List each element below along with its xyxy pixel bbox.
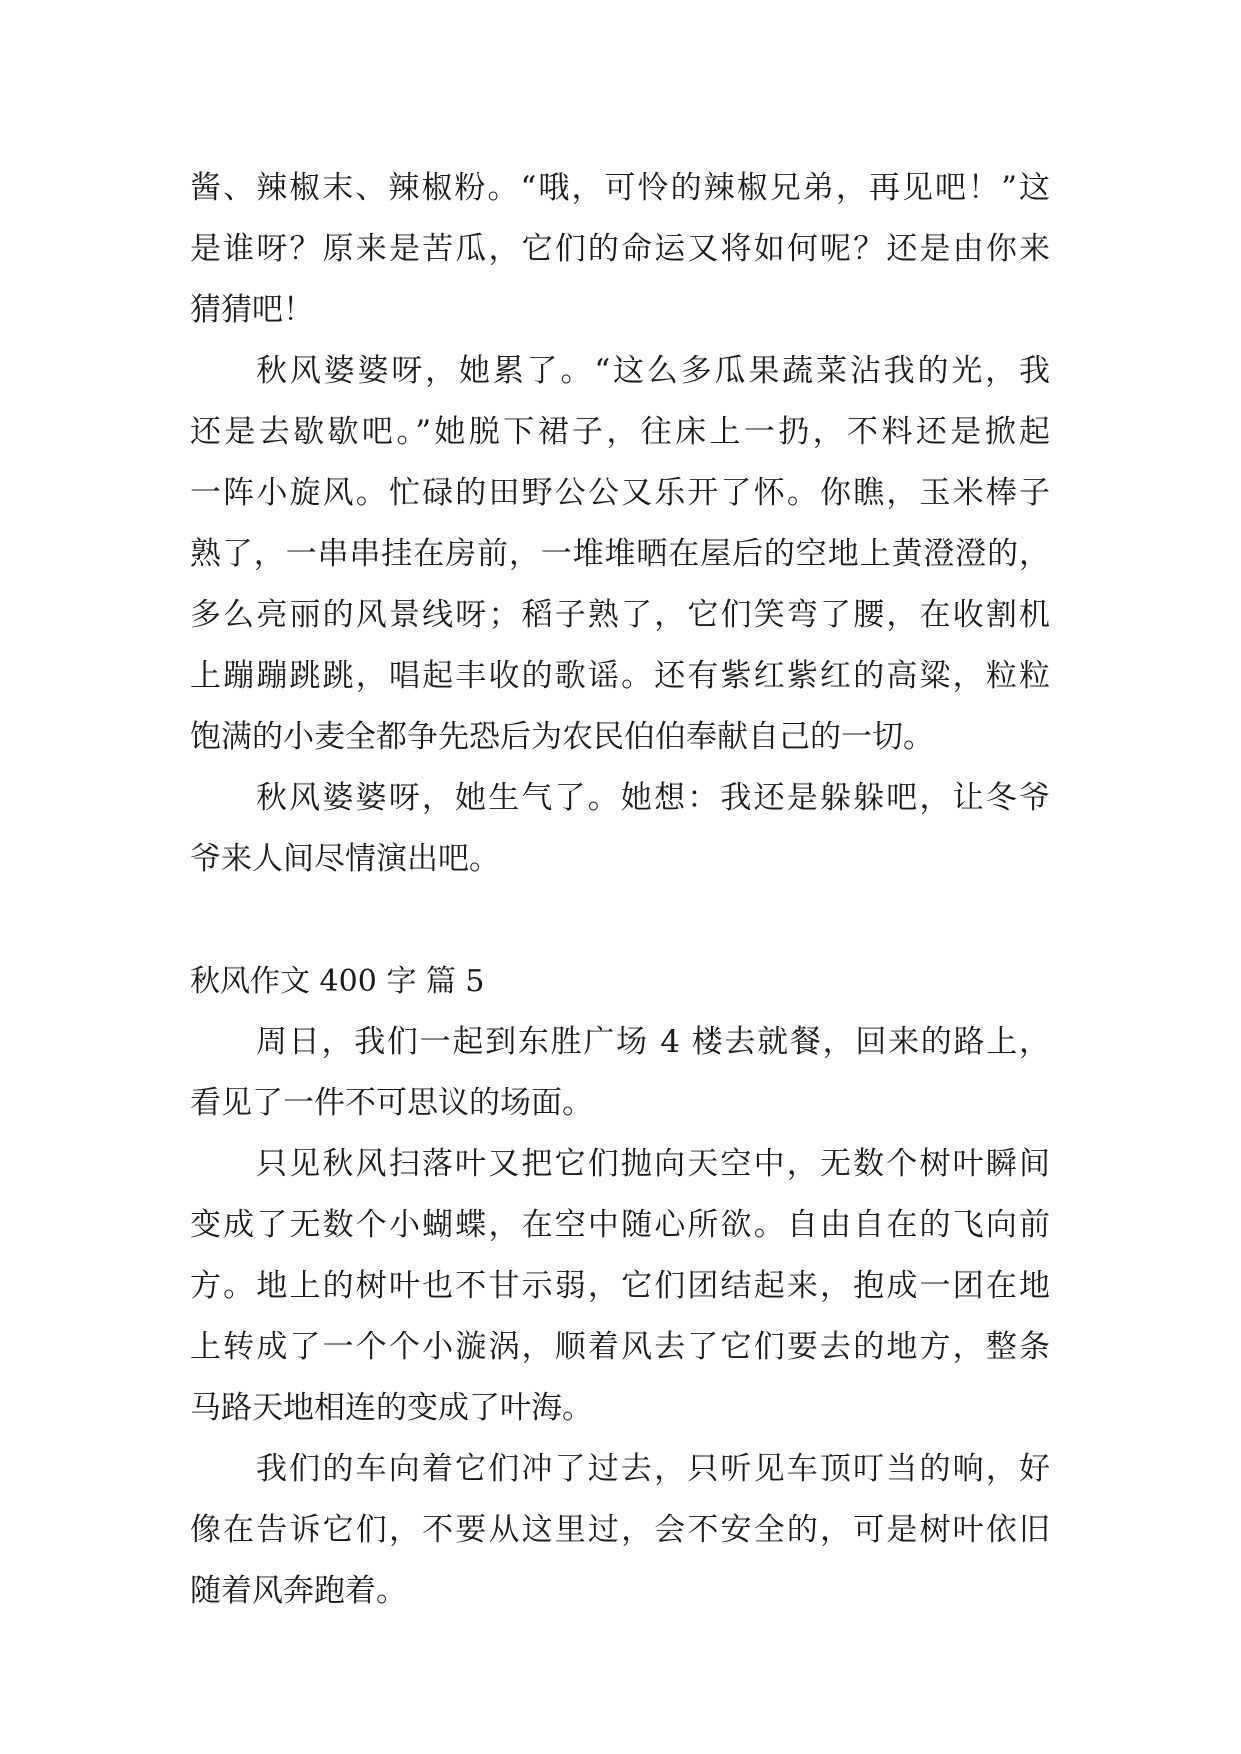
text-line: 爷来人间尽情演出吧。 <box>190 841 500 877</box>
text-line: 周日，我们一起到东胜广场 4 楼去就餐，回来的路上， <box>256 1024 1050 1060</box>
text-line: 酱、辣椒末、辣椒粉。“哦，可怜的辣椒兄弟，再见吧！”这 <box>190 170 1050 206</box>
section-heading: 秋风作文 400 字 篇 5 <box>190 964 485 999</box>
text-line: 秋风婆婆呀，她生气了。她想：我还是躲躲吧，让冬爷 <box>256 780 1050 816</box>
paragraph <box>190 1439 1050 1622</box>
text-line: 熟了，一串串挂在房前，一堆堆晒在屋后的空地上黄澄澄的， <box>190 536 1050 572</box>
text-line: 随着风奔跑着。 <box>190 1573 407 1609</box>
text-line: 还是去歇歇吧。”她脱下裙子，往床上一扔，不料还是掀起 <box>190 414 1050 450</box>
text-line: 上转成了一个个小漩涡，顺着风去了它们要去的地方，整条 <box>190 1329 1050 1365</box>
text-line: 我们的车向着它们冲了过去，只听见车顶叮当的响，好 <box>256 1451 1050 1487</box>
text-line: 变成了无数个小蝴蝶，在空中随心所欲。自由自在的飞向前 <box>190 1207 1050 1243</box>
text-line: 看见了一件不可思议的场面。 <box>190 1085 593 1121</box>
paragraph <box>190 1134 1050 1439</box>
paragraph <box>190 341 1050 768</box>
text-line: 上蹦蹦跳跳，唱起丰收的歌谣。还有紫红紫红的高粱，粒粒 <box>190 658 1050 694</box>
text-line: 马路天地相连的变成了叶海。 <box>190 1390 593 1426</box>
paragraph <box>190 768 1050 890</box>
paragraph <box>190 1012 1050 1134</box>
text-line: 多么亮丽的风景线呀；稻子熟了，它们笑弯了腰，在收割机 <box>190 597 1050 633</box>
paragraph <box>190 158 1050 341</box>
text-line: 像在告诉它们，不要从这里过，会不安全的，可是树叶依旧 <box>190 1512 1050 1548</box>
text-line: 猜猜吧！ <box>190 292 314 328</box>
text-column <box>190 158 1050 1622</box>
text-line: 方。地上的树叶也不甘示弱，它们团结起来，抱成一团在地 <box>190 1268 1050 1304</box>
text-line: 是谁呀？原来是苦瓜，它们的命运又将如何呢？还是由你来 <box>190 231 1050 267</box>
text-line: 饱满的小麦全都争先恐后为农民伯伯奉献自己的一切。 <box>190 719 934 755</box>
text-line: 一阵小旋风。忙碌的田野公公又乐开了怀。你瞧，玉米棒子 <box>190 475 1050 511</box>
text-line: 秋风婆婆呀，她累了。“这么多瓜果蔬菜沾我的光，我 <box>256 353 1050 389</box>
text-line: 只见秋风扫落叶又把它们抛向天空中，无数个树叶瞬间 <box>256 1146 1050 1182</box>
